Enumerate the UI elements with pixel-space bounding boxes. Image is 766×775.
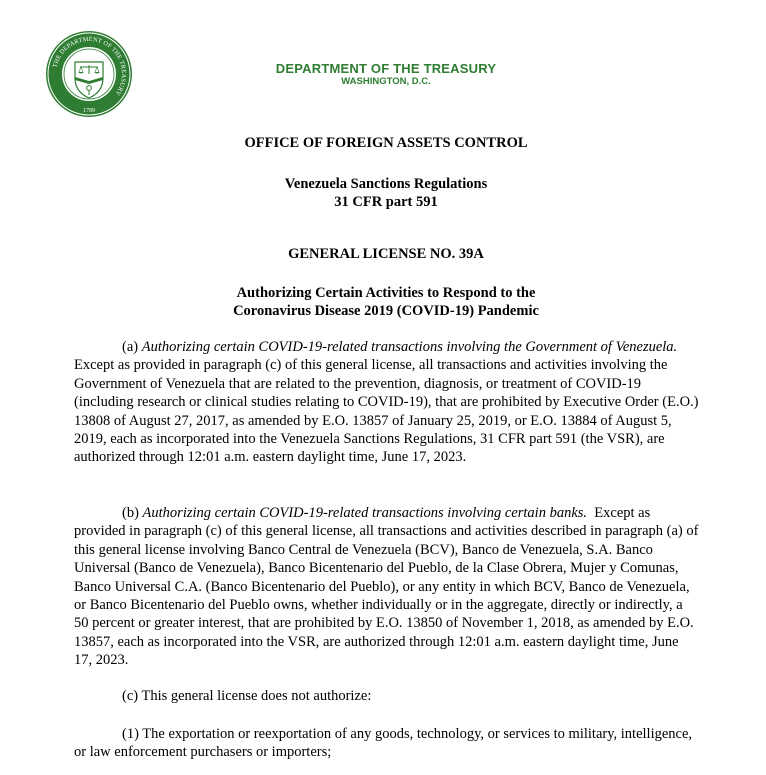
department-location: WASHINGTON, D.C. bbox=[341, 76, 431, 87]
paragraph-b-label: (b) bbox=[122, 505, 139, 521]
letterhead bbox=[200, 62, 572, 88]
office-title: OFFICE OF FOREIGN ASSETS CONTROL bbox=[244, 135, 528, 151]
paragraph-c1 bbox=[74, 725, 700, 762]
subject-line-1: Authorizing Certain Activities to Respond to the bbox=[236, 285, 536, 301]
paragraph-c bbox=[74, 687, 700, 705]
regulations-cfr: 31 CFR part 591 bbox=[334, 194, 438, 210]
paragraph-b-heading: Authorizing certain COVID-19-related transactions involving certain banks. bbox=[142, 505, 588, 521]
treasury-seal-icon bbox=[45, 30, 133, 118]
seal-year: 1789 bbox=[83, 108, 95, 114]
paragraph-a-body: Except as provided in paragraph (c) of this general license, all transactions and activities involving the Government of Venezuela that are related to the prevention, diagnosis, or treatment of COVID-19 (including research or clinical studies relating to COVID-19), that are prohibited by Executive Order (E.O.) 13808 of August 27, 2017, as amended by E.O. 13857 of January 25, 2019, or E.O. 13884 of August 5, 2019, each as incorporated into the Venezuela Sanctions Regulations, 31 CFR part 591 (the VSR), are authorized through 12:01 a.m. eastern daylight time, June 17, 2023. bbox=[74, 357, 699, 466]
subject-line-2: Coronavirus Disease 2019 (COVID-19) Pandemic bbox=[233, 303, 539, 319]
department-name: DEPARTMENT OF THE TREASURY bbox=[275, 61, 497, 76]
seal-ring-text: THE DEPARTMENT OF THE TREASURY bbox=[51, 35, 128, 97]
paragraph-a-heading: Authorizing certain COVID-19-related transactions involving the Government of Venezuela. bbox=[141, 339, 678, 355]
paragraph-a-label: (a) bbox=[122, 339, 139, 355]
paragraph-a bbox=[74, 338, 700, 467]
paragraph-c-text: (c) This general license does not authorize: bbox=[122, 688, 372, 704]
license-subject bbox=[0, 284, 766, 320]
regulations-block bbox=[0, 175, 766, 211]
paragraph-c1-text: (1) The exportation or reexportation of any goods, technology, or services to military, intelligence, or law enforcement purchasers or importers; bbox=[74, 726, 693, 761]
paragraph-b bbox=[74, 504, 700, 670]
regulations-name: Venezuela Sanctions Regulations bbox=[284, 176, 488, 192]
paragraph-b-body: Except as provided in paragraph (c) of this general license, all transactions and activities described in paragraph (a) of this general license involving Banco Central de Venezuela (BCV), Banco de Venezuela, S.A. Banco Universal (Banco de Venezuela), Banco Bicentenario del Pueblo, de la Clase Obrera, Mujer y Comunas, Banco Universal C.A. (Banco Bicentenario del Pueblo), or any entity in which BCV, Banco de Venezuela, or Banco Bicentenario del Pueblo owns, whether individually or in the aggregate, directly or indirectly, a 50 percent or greater interest, that are prohibited by E.O. 13850 of November 1, 2018, as amended by E.O. 13857, each as incorporated into the VSR, are authorized through 12:01 a.m. eastern daylight time, June 17, 2023. bbox=[74, 505, 699, 669]
license-number: GENERAL LICENSE NO. 39A bbox=[288, 246, 484, 262]
